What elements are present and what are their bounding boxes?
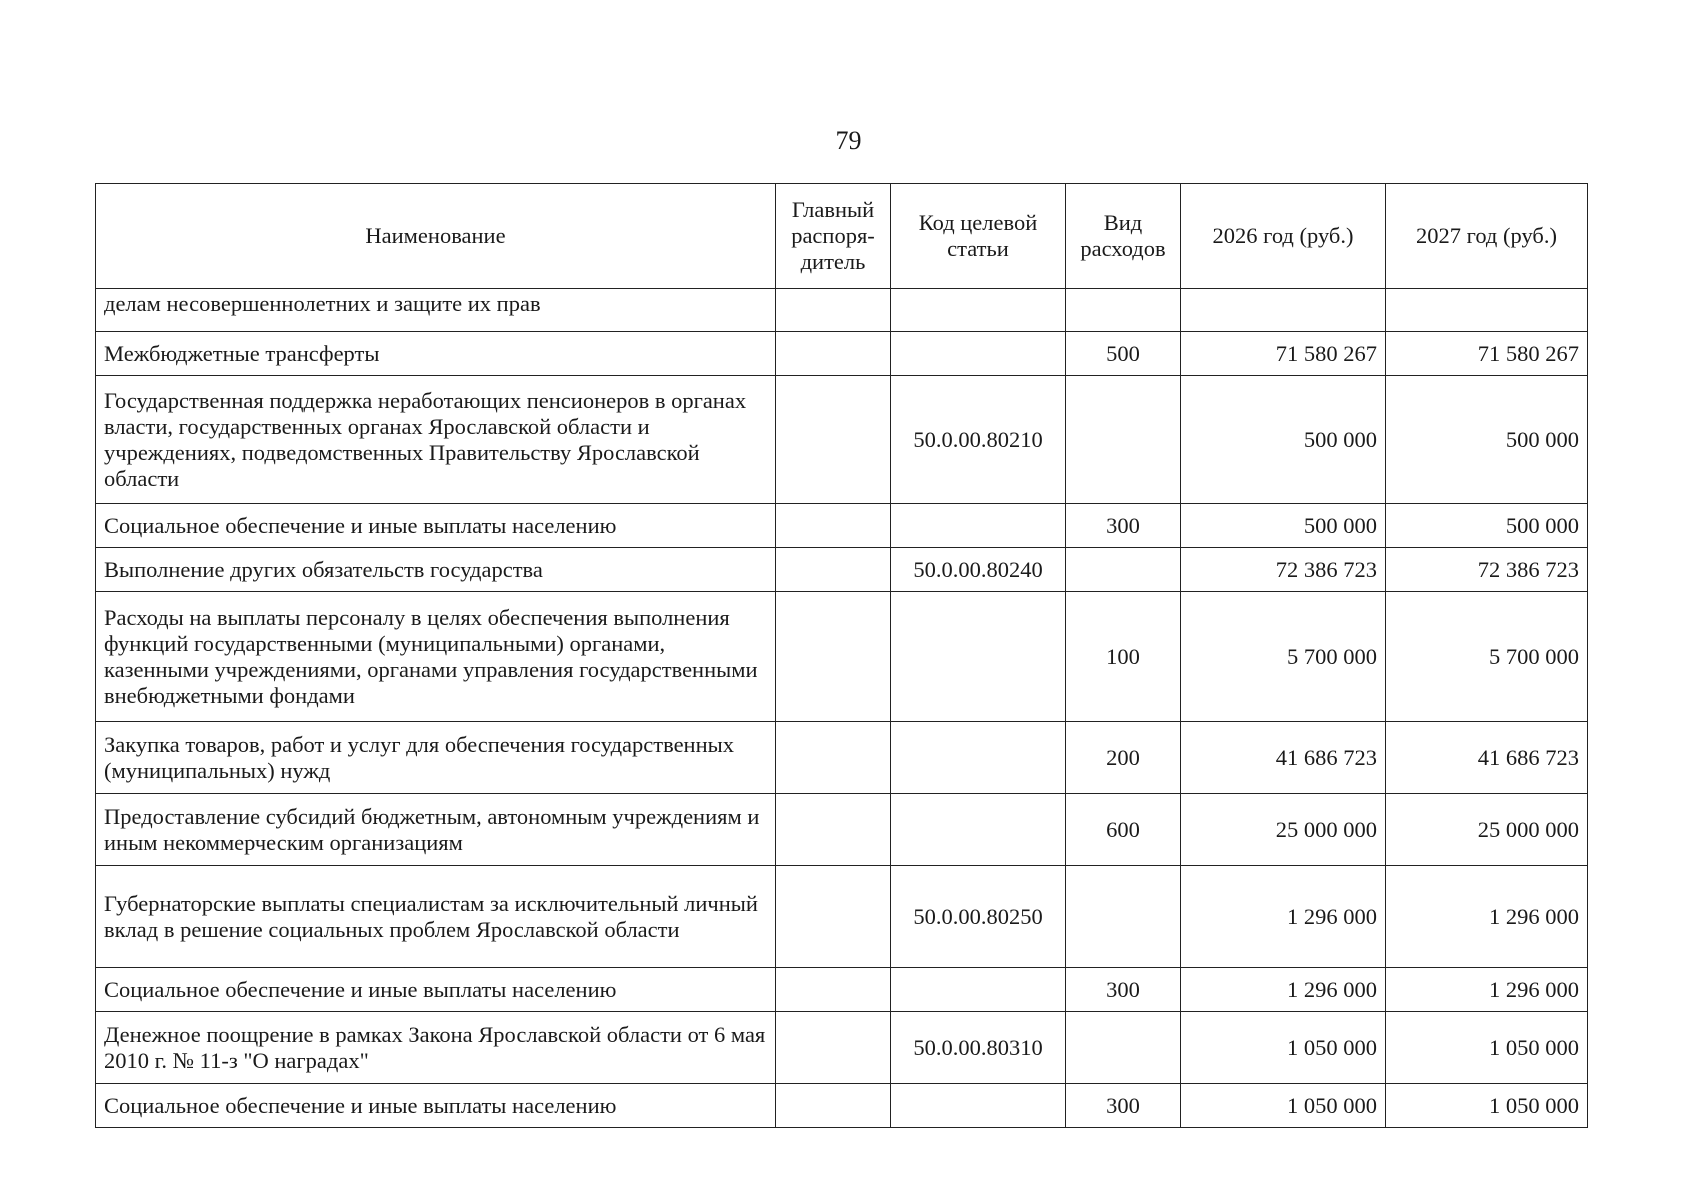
cell-code: 50.0.00.80210	[891, 376, 1066, 504]
header-expense-type: Вид расходов	[1066, 184, 1181, 289]
cell-2027	[1386, 289, 1588, 332]
cell-2027: 25 000 000	[1386, 794, 1588, 866]
cell-code: 50.0.00.80250	[891, 866, 1066, 968]
cell-2027: 1 050 000	[1386, 1012, 1588, 1084]
cell-type: 300	[1066, 504, 1181, 548]
cell-2026: 72 386 723	[1181, 548, 1386, 592]
cell-name: Денежное поощрение в рамках Закона Ярославской области от 6 мая 2010 г. № 11-з "О наградах"	[96, 1012, 776, 1084]
cell-manager	[776, 592, 891, 722]
cell-name: делам несовершеннолетних и защите их прав	[96, 289, 776, 332]
cell-2026: 500 000	[1181, 504, 1386, 548]
cell-code: 50.0.00.80310	[891, 1012, 1066, 1084]
cell-2027: 72 386 723	[1386, 548, 1588, 592]
cell-manager	[776, 866, 891, 968]
cell-2026: 71 580 267	[1181, 332, 1386, 376]
table-row	[96, 968, 1588, 1012]
cell-type	[1066, 289, 1181, 332]
table-row	[96, 722, 1588, 794]
cell-name: Предоставление субсидий бюджетным, автономным учреждениям и иным некоммерческим организациям	[96, 794, 776, 866]
cell-type: 200	[1066, 722, 1181, 794]
cell-type	[1066, 866, 1181, 968]
cell-2027: 5 700 000	[1386, 592, 1588, 722]
cell-code	[891, 289, 1066, 332]
cell-code	[891, 504, 1066, 548]
table-header-row	[96, 184, 1588, 289]
cell-code	[891, 1084, 1066, 1128]
table-row	[96, 866, 1588, 968]
header-2026: 2026 год (руб.)	[1181, 184, 1386, 289]
cell-name: Расходы на выплаты персоналу в целях обеспечения выполнения функций государственными (муниципальными) органами, казенными учреждениями, органами управления государственными внебюджетными фондами	[96, 592, 776, 722]
cell-manager	[776, 1012, 891, 1084]
cell-2027: 500 000	[1386, 376, 1588, 504]
table-row	[96, 289, 1588, 332]
cell-type	[1066, 1012, 1181, 1084]
cell-2027: 1 296 000	[1386, 968, 1588, 1012]
header-name: Наименование	[96, 184, 776, 289]
cell-type	[1066, 376, 1181, 504]
cell-code	[891, 968, 1066, 1012]
cell-code	[891, 592, 1066, 722]
cell-code	[891, 722, 1066, 794]
cell-name: Губернаторские выплаты специалистам за исключительный личный вклад в решение социальных проблем Ярославской области	[96, 866, 776, 968]
cell-2026: 1 050 000	[1181, 1012, 1386, 1084]
cell-2026: 1 296 000	[1181, 968, 1386, 1012]
table-row	[96, 794, 1588, 866]
table-row	[96, 376, 1588, 504]
cell-2026: 25 000 000	[1181, 794, 1386, 866]
cell-type: 600	[1066, 794, 1181, 866]
cell-2026: 1 050 000	[1181, 1084, 1386, 1128]
cell-code	[891, 794, 1066, 866]
table-row	[96, 504, 1588, 548]
cell-name: Выполнение других обязательств государства	[96, 548, 776, 592]
table-row	[96, 592, 1588, 722]
cell-manager	[776, 289, 891, 332]
cell-name: Социальное обеспечение и иные выплаты населению	[96, 1084, 776, 1128]
cell-2026: 500 000	[1181, 376, 1386, 504]
cell-name: Социальное обеспечение и иные выплаты населению	[96, 504, 776, 548]
cell-2027: 500 000	[1386, 504, 1588, 548]
cell-name: Государственная поддержка неработающих пенсионеров в органах власти, государственных органах Ярославской области и учреждениях, подведомственных Правительству Ярославской области	[96, 376, 776, 504]
cell-name: Закупка товаров, работ и услуг для обеспечения государственных (муниципальных) нужд	[96, 722, 776, 794]
cell-manager	[776, 722, 891, 794]
cell-manager	[776, 548, 891, 592]
table-row	[96, 1084, 1588, 1128]
cell-type: 300	[1066, 1084, 1181, 1128]
header-manager: Главный распоря-дитель	[776, 184, 891, 289]
cell-name: Межбюджетные трансферты	[96, 332, 776, 376]
cell-2026	[1181, 289, 1386, 332]
cell-manager	[776, 332, 891, 376]
cell-type	[1066, 548, 1181, 592]
header-code: Код целевой статьи	[891, 184, 1066, 289]
cell-manager	[776, 794, 891, 866]
cell-2027: 41 686 723	[1386, 722, 1588, 794]
cell-name: Социальное обеспечение и иные выплаты населению	[96, 968, 776, 1012]
cell-2026: 5 700 000	[1181, 592, 1386, 722]
cell-2027: 1 050 000	[1386, 1084, 1588, 1128]
table-row	[96, 1012, 1588, 1084]
cell-2026: 41 686 723	[1181, 722, 1386, 794]
page-number: 79	[835, 126, 862, 155]
cell-type: 500	[1066, 332, 1181, 376]
header-2027: 2027 год (руб.)	[1386, 184, 1588, 289]
cell-2027: 71 580 267	[1386, 332, 1588, 376]
cell-2026: 1 296 000	[1181, 866, 1386, 968]
table-row	[96, 332, 1588, 376]
cell-type: 100	[1066, 592, 1181, 722]
cell-2027: 1 296 000	[1386, 866, 1588, 968]
table-row	[96, 548, 1588, 592]
cell-manager	[776, 1084, 891, 1128]
cell-type: 300	[1066, 968, 1181, 1012]
budget-table	[95, 183, 1588, 1128]
cell-manager	[776, 968, 891, 1012]
cell-manager	[776, 504, 891, 548]
cell-code	[891, 332, 1066, 376]
cell-manager	[776, 376, 891, 504]
cell-code: 50.0.00.80240	[891, 548, 1066, 592]
